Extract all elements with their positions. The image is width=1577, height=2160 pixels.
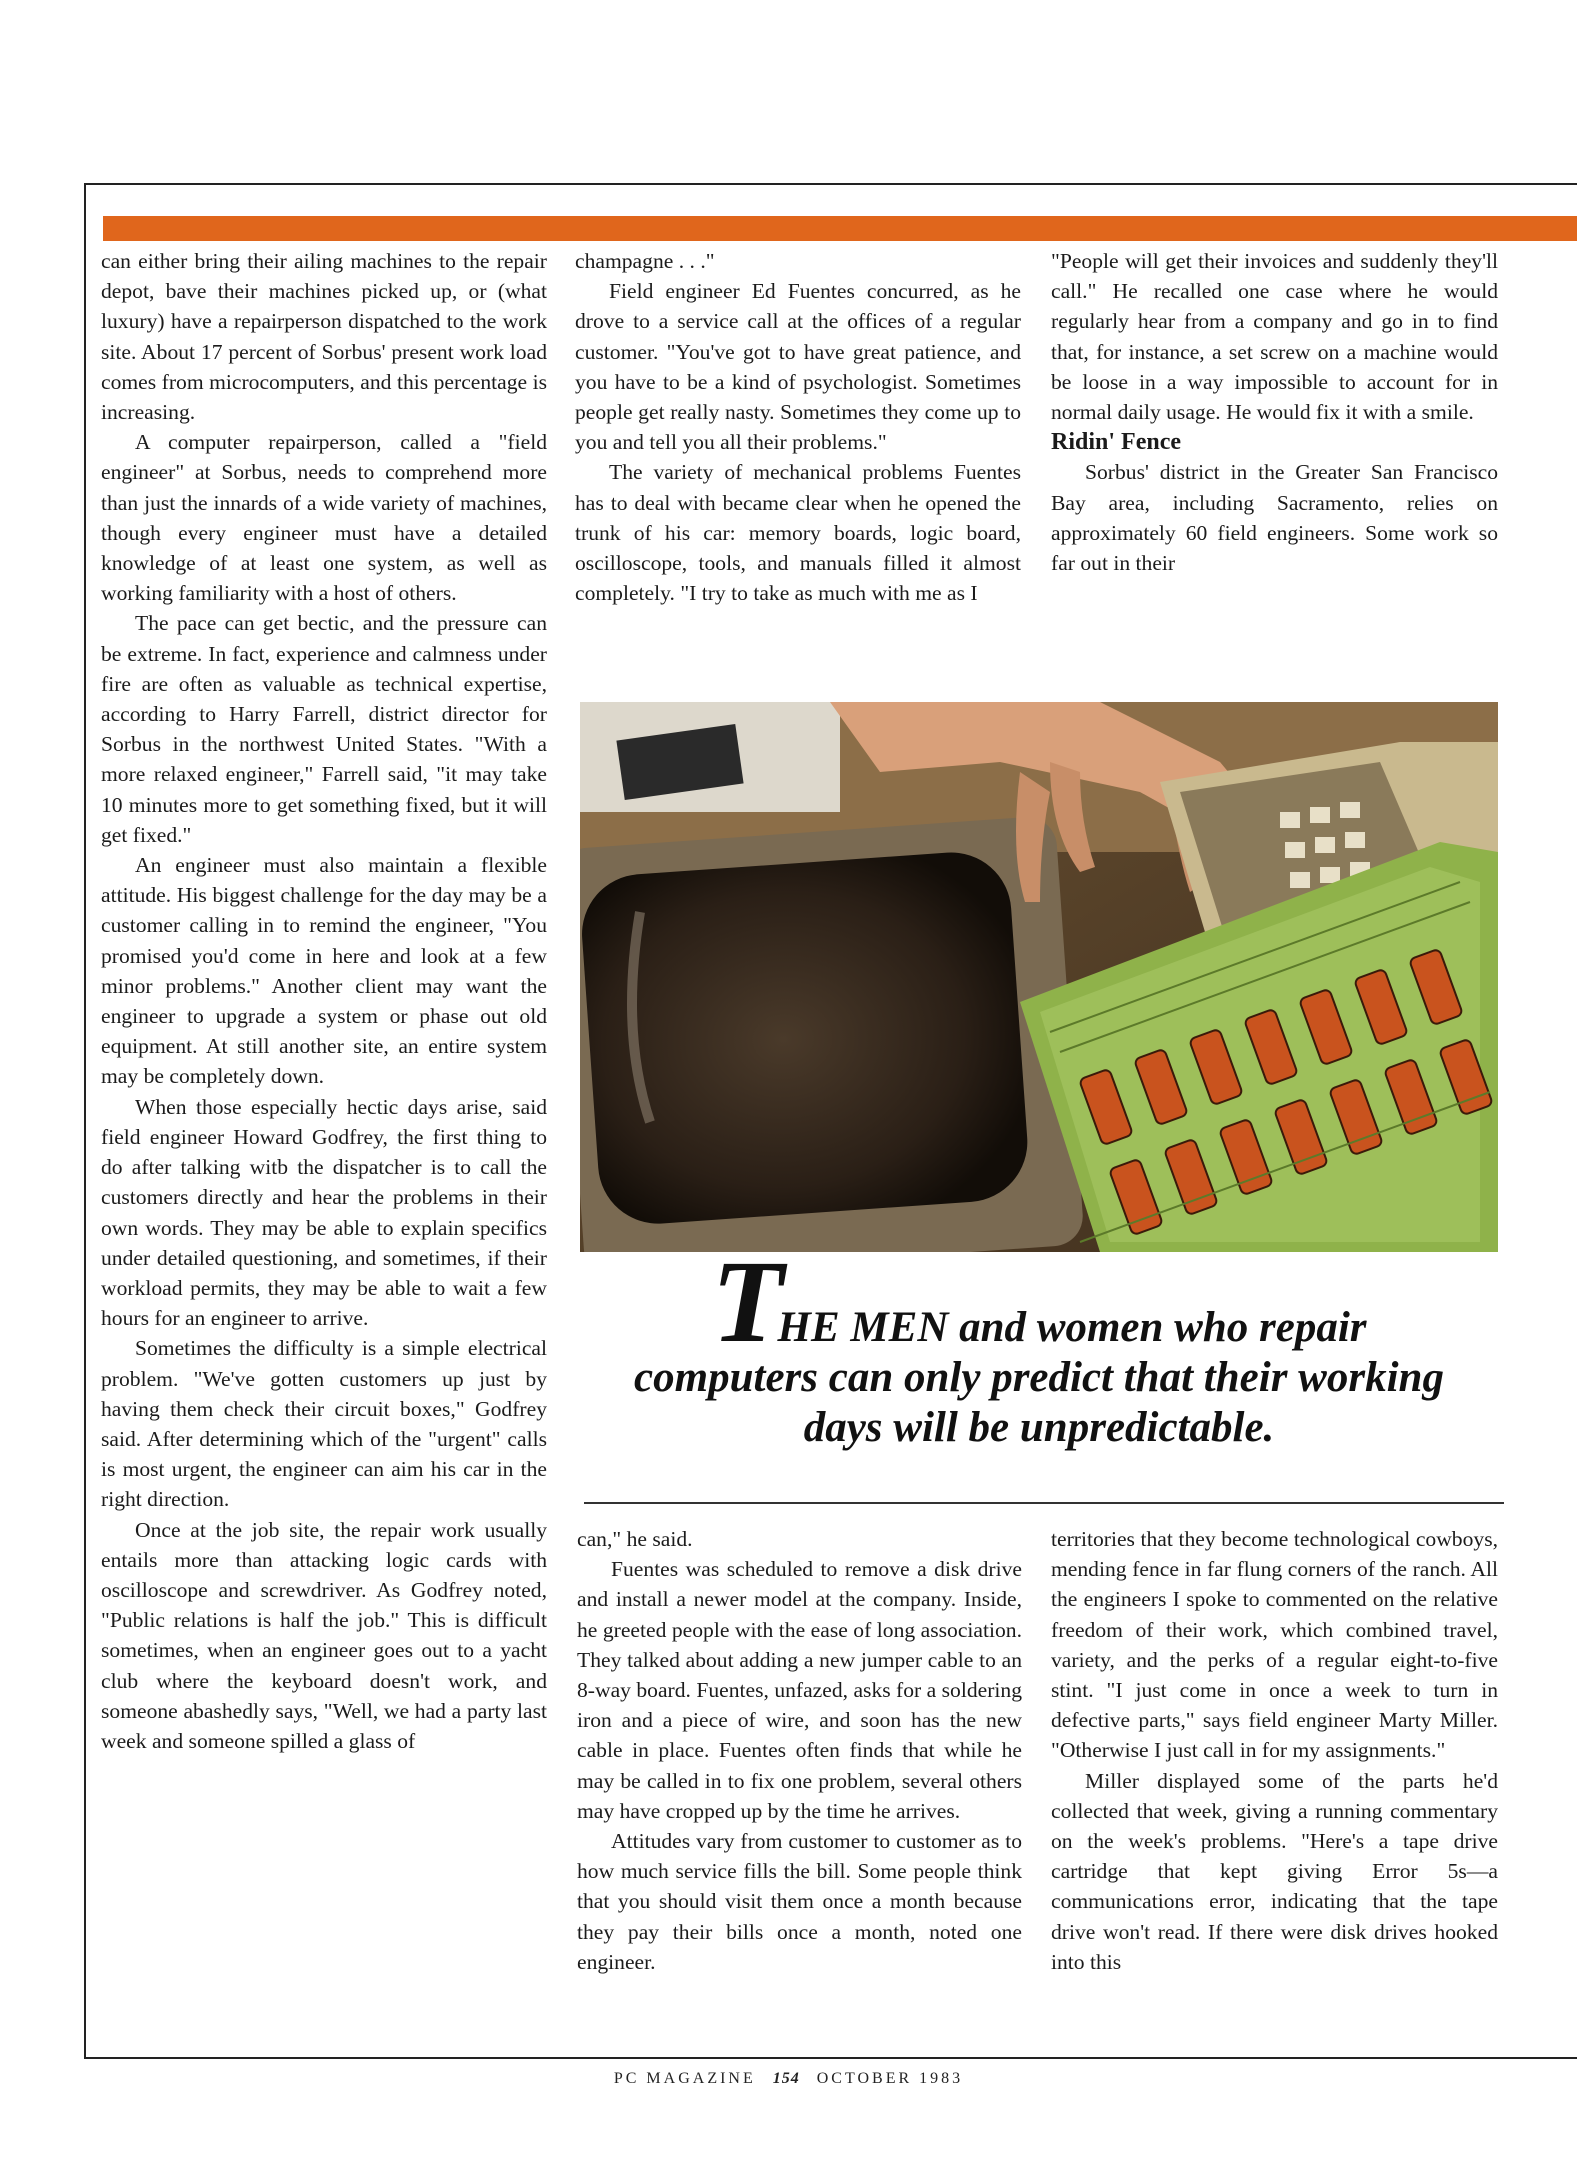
- paragraph: Attitudes vary from customer to customer as to how much service fills the bill. Some people think that you should visit them once a month because they pay their bills once a month, noted one engineer.: [577, 1829, 1022, 1974]
- drop-cap: T: [711, 1236, 778, 1367]
- frame-left-rule: [84, 183, 86, 2059]
- paragraph: A computer repairperson, called a "field engineer" at Sorbus, needs to comprehend more than just the innards of a wide variety of machines, though every engineer must have a detailed knowledge of at least one system, as well as working familiarity with a host of others.: [101, 430, 547, 606]
- column-3-top: [1051, 246, 1498, 578]
- paragraph: When those especially hectic days arise, said field engineer Howard Godfrey, the first thing to do after talking witb the dispatcher is to call the customers directly and hear the problems in their own words. They may be able to explain specifics under detailed questioning, and sometimes, if their workload permits, they may be able to wait a few hours for an engineer to arrive.: [101, 1094, 547, 1331]
- paragraph: can either bring their ailing machines to the repair depot, bave their machines picked up, or (what luxury) have a repairperson dispatched to the work site. About 17 percent of Sorbus' present work load comes from microcomputers, and this percentage is increasing.: [101, 249, 547, 425]
- accent-bar: [103, 216, 1577, 241]
- frame-top-rule: [84, 183, 1577, 185]
- issue-date: OCTOBER 1983: [816, 2070, 964, 2087]
- column-1: [101, 246, 547, 1756]
- paragraph: The pace can get bectic, and the pressure can be extreme. In fact, experience and calmness under fire are often as valuable as technical expertise, according to Harry Farrell, district director for Sorbus in the northwest United States. "With a more relaxed engineer," Farrell said, "it may take 10 minutes more to get something fixed, but it will get fixed.": [101, 611, 547, 847]
- magazine-name: PC MAGAZINE: [613, 2070, 756, 2087]
- computer-repair-photo: [580, 702, 1498, 1252]
- paragraph: An engineer must also maintain a flexible attitude. His biggest challenge for the day may be a customer calling in to remind the engineer, "You promised you'd come in here and look at a few minor problems." Another client may want the engineer to upgrade a system or phase out old equipment. At still another site, an entire system may be completely down.: [101, 853, 547, 1089]
- column-2-top: [575, 246, 1021, 608]
- section-subhead: Ridin' Fence: [1051, 429, 1181, 456]
- paragraph: "People will get their invoices and suddenly they'll call." He recalled one case where he would regularly hear from a company and go in to find that, for instance, a set screw on a machine would be loose in a way impossible to account for in normal daily usage. He would fix it with a smile.: [1051, 249, 1498, 425]
- paragraph: can," he said.: [577, 1527, 693, 1551]
- pull-quote-line: HE MEN and women who repair: [777, 1304, 1367, 1351]
- pull-quote: [580, 1236, 1498, 1453]
- paragraph: Sorbus' district in the Greater San Francisco Bay area, including Sacramento, relies on approximately 60 field engineers. Some work so far out in their: [1051, 460, 1498, 576]
- pull-quote-rule: [584, 1502, 1504, 1504]
- paragraph: territories that they become technological cowboys, mending fence in far flung corners of the ranch. All the engineers I spoke to commented on the relative freedom of their work, which combined travel, variety, and the perks of a regular eight-to-five stint. "I just come in once a week to turn in defective parts," says field engineer Marty Miller. "Otherwise I just call in for my assignments.": [1051, 1527, 1498, 1763]
- pull-quote-line: days will be unpredictable.: [803, 1404, 1275, 1451]
- paragraph: Fuentes was scheduled to remove a disk drive and install a newer model at the company. Inside, he greeted people with the ease of long association. They talked about adding a new jumper cable to an 8-way board. Fuentes, unfazed, asks for a soldering iron and a piece of wire, and soon has the new cable in place. Fuentes often finds that while he may be called in to fix one problem, several others may have cropped up by the time he arrives.: [577, 1557, 1022, 1823]
- column-2-bottom: [577, 1524, 1022, 1977]
- column-3-bottom: [1051, 1524, 1498, 1977]
- paragraph: Sometimes the difficulty is a simple electrical problem. "We've gotten customers up just by having them check their circuit boxes," Godfrey said. After determining which of the "urgent" calls is most urgent, the engineer can aim his car in the right direction.: [101, 1336, 547, 1512]
- paragraph: Once at the job site, the repair work usually entails more than attacking logic cards with oscilloscope and screwdriver. As Godfrey noted, "Public relations is half the job." This is difficult sometimes, when an engineer goes out to a yacht club where the keyboard doesn't work, and someone abashedly says, "Well, we had a party last week and someone spilled a glass of: [101, 1517, 547, 1753]
- pull-quote-line: computers can only predict that their working: [634, 1354, 1444, 1401]
- page-number: 154: [772, 2070, 800, 2087]
- frame-bottom-rule: [84, 2057, 1577, 2059]
- paragraph: The variety of mechanical problems Fuentes has to deal with became clear when he opened the trunk of his car: memory boards, logic board, oscilloscope, tools, and manuals filled it almost completely. "I try to take as much with me as I: [575, 460, 1021, 606]
- paragraph: champagne . . .": [575, 249, 715, 273]
- page-footer: [0, 2070, 1577, 2088]
- paragraph: Field engineer Ed Fuentes concurred, as he drove to a service call at the offices of a regular customer. "You've got to have great patience, and you have to be a kind of psychologist. Sometimes people get really nasty. Sometimes they come up to you and tell you all their problems.": [575, 279, 1021, 455]
- paragraph: Miller displayed some of the parts he'd collected that week, giving a running commentary on the week's problems. "Here's a tape drive cartridge that kept giving Error 5s—a communications error, indicating that the tape drive won't read. If there were disk drives hooked into this: [1051, 1768, 1498, 1974]
